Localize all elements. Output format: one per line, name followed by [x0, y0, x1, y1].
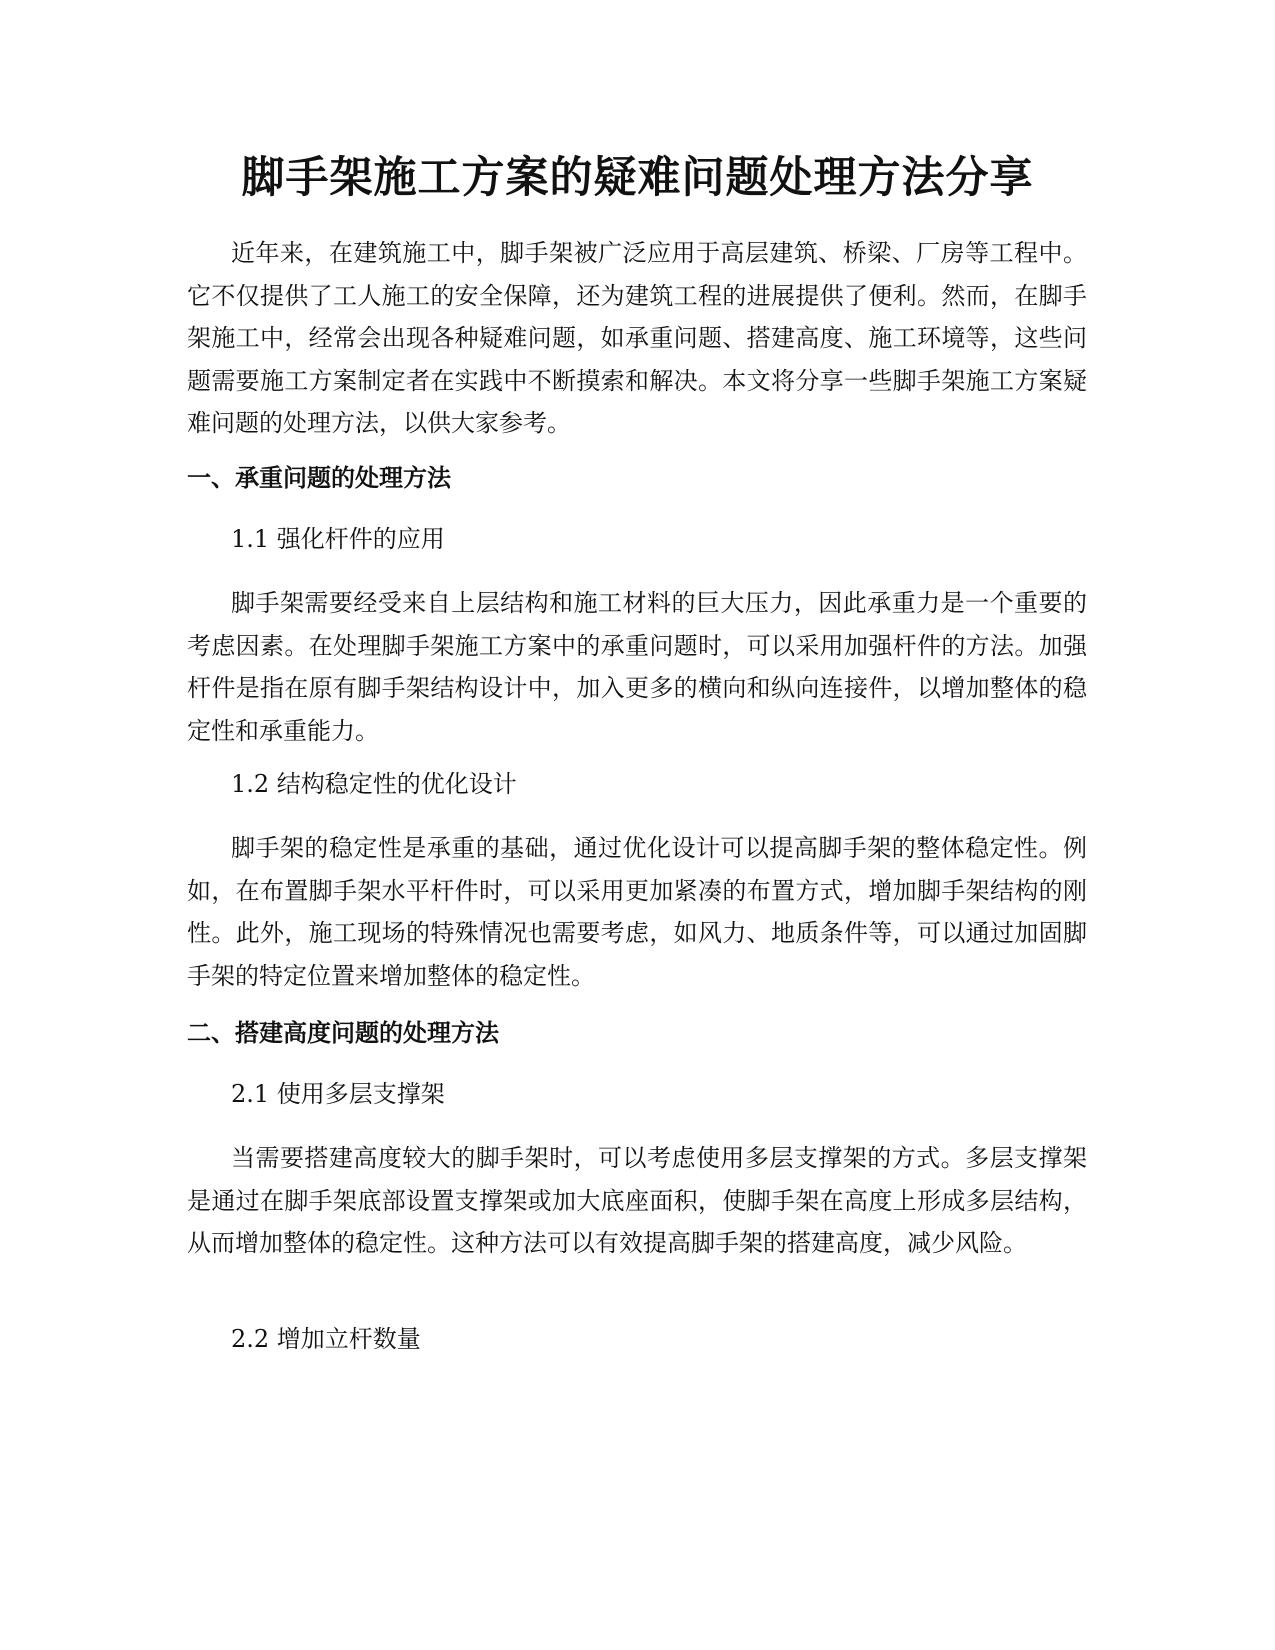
subsection-2-1-title: 2.1 使用多层支撑架 [231, 1080, 445, 1108]
section-1-heading: 一、承重问题的处理方法 [187, 464, 451, 492]
section-2-heading: 二、搭建高度问题的处理方法 [187, 1019, 499, 1047]
intro-paragraph: 近年来，在建筑施工中，脚手架被广泛应用于高层建筑、桥梁、厂房等工程中。它不仅提供了工人施工的安全保障，还为建筑工程的进展提供了便利。然而，在脚手架施工中，经常会出现各种疑难问题，如承重问题、搭建高度、施工环境等，这些问题需要施工方案制定者在实践中不断摸索和解决。本文将分享一些脚手架施工方案疑难问题的处理方法，以供大家参考。 [187, 239, 1087, 437]
subsection-2-1-body: 当需要搭建高度较大的脚手架时，可以考虑使用多层支撑架的方式。多层支撑架是通过在脚手架底部设置支撑架或加大底座面积，使脚手架在高度上形成多层结构，从而增加整体的稳定性。这种方法可以有效提高脚手架的搭建高度，减少风险。 [187, 1144, 1087, 1257]
subsection-1-1-title: 1.1 强化杆件的应用 [231, 525, 445, 553]
subsection-1-1-body: 脚手架需要经受来自上层结构和施工材料的巨大压力，因此承重力是一个重要的考虑因素。在处理脚手架施工方案中的承重问题时，可以采用加强杆件的方法。加强杆件是指在原有脚手架结构设计中，加入更多的横向和纵向连接件，以增加整体的稳定性和承重能力。 [187, 589, 1087, 745]
subsection-1-2-body: 脚手架的稳定性是承重的基础，通过优化设计可以提高脚手架的整体稳定性。例如，在布置脚手架水平杆件时，可以采用更加紧凑的布置方式，增加脚手架结构的刚性。此外，施工现场的特殊情况也需要考虑，如风力、地质条件等，可以通过加固脚手架的特定位置来增加整体的稳定性。 [187, 834, 1087, 990]
subsection-2-2-title: 2.2 增加立杆数量 [231, 1325, 421, 1353]
subsection-1-2-title: 1.2 结构稳定性的优化设计 [231, 770, 517, 798]
document-title: 脚手架施工方案的疑难问题处理方法分享 [241, 153, 1034, 203]
